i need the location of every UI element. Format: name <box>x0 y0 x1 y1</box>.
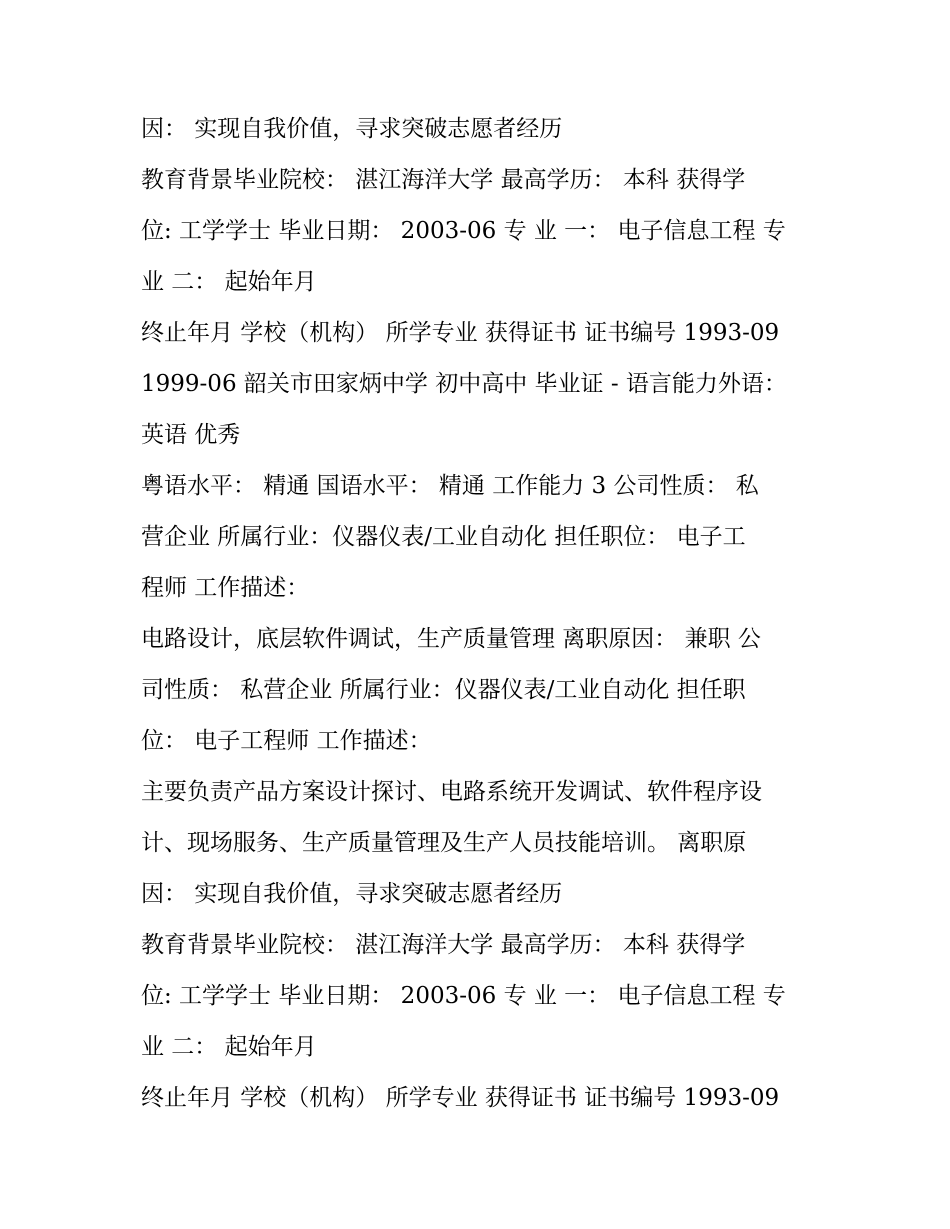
text-line: 1999-06 韶关市田家炳中学 初中高中 毕业证 - 语言能力外语： <box>141 371 787 397</box>
document-body <box>141 104 821 1124</box>
text-line: 教育背景毕业院校： 湛江海洋大学 最高学历： 本科 获得学 <box>141 932 746 958</box>
text-line: 英语 优秀 <box>141 422 241 448</box>
text-line: 司性质： 私营企业 所属行业：仪器仪表/工业自动化 担任职 <box>141 677 746 703</box>
text-line: 位: 工学学士 毕业日期： 2003-06 专 业 一： 电子信息工程 专 <box>141 983 786 1009</box>
text-line: 因： 实现自我价值，寻求突破志愿者经历 <box>141 116 563 142</box>
text-line: 主要负责产品方案设计探讨、电路系统开发调试、软件程序设 <box>141 779 762 805</box>
text-line: 粤语水平： 精通 国语水平： 精通 工作能力 3 公司性质： 私 <box>141 473 759 499</box>
text-line: 业 二： 起始年月 <box>141 269 317 295</box>
text-line: 终止年月 学校（机构） 所学专业 获得证书 证书编号 1993-09 <box>141 1085 780 1111</box>
text-line: 终止年月 学校（机构） 所学专业 获得证书 证书编号 1993-09 <box>141 320 780 346</box>
text-line: 业 二： 起始年月 <box>141 1034 317 1060</box>
text-line: 因： 实现自我价值，寻求突破志愿者经历 <box>141 881 563 907</box>
text-line: 营企业 所属行业：仪器仪表/工业自动化 担任职位： 电子工 <box>141 524 746 550</box>
text-line: 电路设计，底层软件调试，生产质量管理 离职原因： 兼职 公 <box>141 626 761 652</box>
text-line: 位: 工学学士 毕业日期： 2003-06 专 业 一： 电子信息工程 专 <box>141 218 786 244</box>
text-line: 教育背景毕业院校： 湛江海洋大学 最高学历： 本科 获得学 <box>141 167 746 193</box>
text-line: 程师 工作描述： <box>141 575 310 601</box>
text-line: 位： 电子工程师 工作描述： <box>141 728 432 754</box>
text-line: 计、现场服务、生产质量管理及生产人员技能培训。 离职原 <box>141 830 747 856</box>
